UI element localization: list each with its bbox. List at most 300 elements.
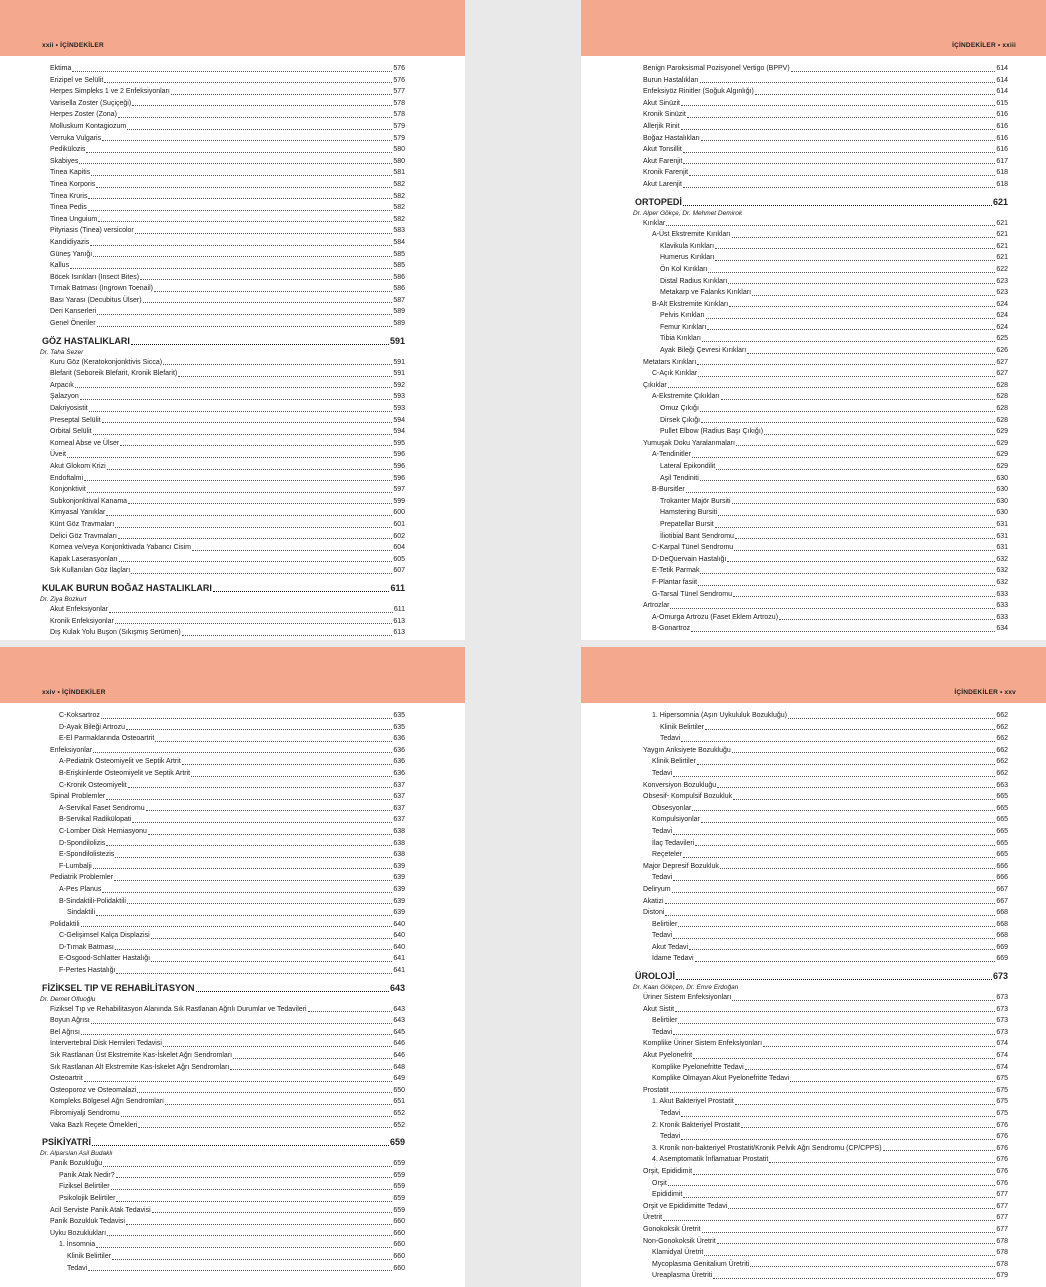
toc-entry[interactable] <box>42 1073 405 1085</box>
toc-entry[interactable] <box>635 426 1008 438</box>
toc-entry[interactable] <box>635 357 1008 369</box>
dot-leader <box>732 503 996 504</box>
page-number: 635 <box>393 712 405 719</box>
page-number: 591 <box>393 358 405 366</box>
page-number: 633 <box>996 613 1008 621</box>
dot-leader <box>127 903 392 904</box>
entry-title: Endoftalmi <box>50 474 84 482</box>
toc-entry[interactable] <box>42 283 405 295</box>
toc-entry[interactable] <box>42 733 405 745</box>
toc-entry[interactable] <box>42 380 405 392</box>
toc-entry[interactable] <box>635 884 1008 896</box>
entry-title: Hamstering Bursiti <box>660 509 718 517</box>
toc-entry[interactable] <box>635 930 1008 942</box>
dot-leader <box>132 105 392 106</box>
toc-entry[interactable] <box>42 225 405 237</box>
dot-leader <box>93 256 392 257</box>
page-number: 643 <box>393 1005 405 1013</box>
entry-title: Benign Paroksismal Pozisyonel Vertigo (BPPV) <box>643 65 790 72</box>
toc-entry[interactable] <box>635 1120 1008 1132</box>
toc-entry[interactable] <box>635 768 1008 780</box>
toc-entry[interactable] <box>42 768 405 780</box>
toc-entry[interactable] <box>42 237 405 249</box>
toc-entry[interactable] <box>42 531 405 543</box>
toc-entry[interactable] <box>42 872 405 884</box>
toc-entry[interactable] <box>635 1236 1008 1248</box>
toc-entry[interactable] <box>42 214 405 226</box>
toc-entry[interactable] <box>42 814 405 826</box>
toc-entry[interactable] <box>635 1189 1008 1201</box>
page-number: 665 <box>996 827 1008 835</box>
entry-title: 1. Hipersomnia (Aşırı Uykululuk Bozukluğu) <box>652 712 787 719</box>
toc-entry[interactable] <box>42 306 405 318</box>
toc-entry[interactable] <box>42 295 405 307</box>
entry-title: B-Erişkinlerde Osteomiyelit ve Septik Artrit <box>59 769 191 777</box>
dot-leader <box>135 233 393 234</box>
toc-entry[interactable] <box>635 849 1008 861</box>
toc-entry[interactable] <box>635 1096 1008 1108</box>
toc-entry[interactable] <box>635 1143 1008 1155</box>
entry-title: Dakriyosistit <box>50 405 88 413</box>
dot-leader <box>717 1243 996 1244</box>
toc-entry[interactable] <box>42 415 405 427</box>
toc-entry[interactable] <box>635 345 1008 357</box>
toc-entry[interactable] <box>42 1038 405 1050</box>
toc-entry[interactable] <box>635 368 1008 380</box>
toc-entry[interactable] <box>635 1224 1008 1236</box>
dot-leader <box>154 291 392 292</box>
toc-entry[interactable] <box>635 992 1008 1004</box>
page-number: 600 <box>393 509 405 517</box>
toc-entry[interactable] <box>635 403 1008 415</box>
toc-entry[interactable] <box>42 942 405 954</box>
toc-entry[interactable] <box>42 1085 405 1097</box>
toc-entry[interactable] <box>635 531 1008 543</box>
toc-entry[interactable] <box>42 519 405 531</box>
toc-entry[interactable] <box>635 179 1008 191</box>
toc-entry[interactable] <box>635 1270 1008 1282</box>
dot-leader <box>729 306 995 307</box>
toc-entry[interactable] <box>635 252 1008 264</box>
dot-leader <box>120 445 392 446</box>
chapter-heading[interactable] <box>635 195 1008 209</box>
page-number: 636 <box>393 746 405 754</box>
toc-entry[interactable] <box>635 1073 1008 1085</box>
toc-entry[interactable] <box>42 627 405 639</box>
toc-entry[interactable] <box>635 380 1008 392</box>
page-number: 640 <box>393 920 405 928</box>
toc-entry[interactable] <box>635 86 1008 98</box>
toc-entry[interactable] <box>42 1015 405 1027</box>
toc-entry[interactable] <box>42 368 405 380</box>
page-number: 660 <box>393 1241 405 1249</box>
page-number: 635 <box>393 723 405 731</box>
dot-leader <box>148 834 392 835</box>
page-number: 582 <box>393 215 405 223</box>
toc-entry[interactable] <box>635 287 1008 299</box>
toc-entry[interactable] <box>635 264 1008 276</box>
toc-entry[interactable] <box>42 1251 405 1263</box>
toc-entry[interactable] <box>635 577 1008 589</box>
toc-entry[interactable] <box>42 791 405 803</box>
dot-leader <box>102 422 393 423</box>
page-number: 637 <box>393 781 405 789</box>
toc-entry[interactable] <box>42 63 405 75</box>
toc-entry[interactable] <box>42 1170 405 1182</box>
page-number: 630 <box>996 486 1008 494</box>
toc-entry[interactable] <box>635 756 1008 768</box>
toc-entry[interactable] <box>635 121 1008 133</box>
chapter-heading[interactable] <box>42 981 405 995</box>
entry-title: Major Depresif Bozukluk <box>643 862 719 870</box>
toc-entry[interactable] <box>42 1158 405 1170</box>
page-number: 639 <box>393 909 405 917</box>
toc-entry[interactable] <box>635 814 1008 826</box>
page-number: 581 <box>393 169 405 177</box>
toc-entry[interactable] <box>42 710 405 722</box>
entry-title: F-Lumbalji <box>59 862 92 870</box>
page-number: 674 <box>996 1040 1008 1048</box>
page-number: 659 <box>393 1171 405 1179</box>
entry-title: Prepatellar Bursit <box>660 520 714 528</box>
toc-entry[interactable] <box>42 780 405 792</box>
page-number: 652 <box>393 1110 405 1117</box>
toc-entry[interactable] <box>635 1015 1008 1027</box>
entry-title: E-Tetik Parmak <box>652 567 700 575</box>
entry-title: Fiziksel Belirtiler <box>59 1183 110 1191</box>
toc-entry[interactable] <box>42 144 405 156</box>
toc-entry[interactable] <box>635 838 1008 850</box>
toc-entry[interactable] <box>42 896 405 908</box>
toc-entry[interactable] <box>42 1216 405 1228</box>
entry-title: Distoni <box>643 909 665 917</box>
toc-entry[interactable] <box>42 249 405 261</box>
toc-entry[interactable] <box>635 63 1008 75</box>
toc-entry[interactable] <box>42 542 405 554</box>
toc-entry[interactable] <box>42 616 405 628</box>
toc-entry[interactable] <box>42 496 405 508</box>
chapter-author: Dr. Taha Sezer <box>40 348 84 356</box>
toc-entry[interactable] <box>42 604 405 616</box>
dot-leader <box>132 822 392 823</box>
toc-entry[interactable] <box>635 218 1008 230</box>
entry-title: D-Spondilolizis <box>59 839 106 847</box>
page-number: 595 <box>393 439 405 447</box>
page-number: 675 <box>996 1110 1008 1117</box>
page-number: 641 <box>393 955 405 963</box>
toc-entry[interactable] <box>42 554 405 566</box>
dot-leader <box>666 225 995 226</box>
page-number: 586 <box>393 273 405 281</box>
page-number: 589 <box>393 308 405 316</box>
toc-entry[interactable] <box>42 202 405 214</box>
toc-entry[interactable] <box>42 86 405 98</box>
toc-entry[interactable] <box>42 1096 405 1108</box>
toc-entry[interactable] <box>635 299 1008 311</box>
page-number: 589 <box>393 320 405 328</box>
toc-entry[interactable] <box>42 1120 405 1132</box>
toc-entry[interactable] <box>42 884 405 896</box>
toc-entry[interactable] <box>635 780 1008 792</box>
page-number: 667 <box>996 897 1008 905</box>
toc-entry[interactable] <box>635 1062 1008 1074</box>
toc-entry[interactable] <box>635 75 1008 87</box>
chapter-heading[interactable] <box>42 1135 405 1149</box>
dot-leader <box>230 1069 392 1070</box>
chapter-author: Dr. Alper Gökçe, Dr. Mehmet Demirok <box>633 209 743 217</box>
toc-entry[interactable] <box>635 803 1008 815</box>
entry-title: Bası Yarası (Decubitus Ülser) <box>50 296 142 304</box>
toc-entry[interactable] <box>42 167 405 179</box>
toc-entry[interactable] <box>42 318 405 330</box>
toc-entry[interactable] <box>42 1263 405 1275</box>
dot-leader <box>97 326 393 327</box>
toc-entry[interactable] <box>42 75 405 87</box>
toc-entry[interactable] <box>42 1239 405 1251</box>
dot-leader <box>735 1104 996 1105</box>
toc-list <box>0 710 465 1274</box>
toc-entry[interactable] <box>42 803 405 815</box>
toc-entry[interactable] <box>635 276 1008 288</box>
page-number: 660 <box>393 1264 405 1272</box>
toc-entry[interactable] <box>42 133 405 145</box>
toc-entry[interactable] <box>42 919 405 931</box>
entry-title: Kompulsiyonlar <box>652 816 700 824</box>
toc-entry[interactable] <box>635 1178 1008 1190</box>
toc-entry[interactable] <box>635 519 1008 531</box>
dot-leader <box>92 1145 389 1146</box>
toc-entry[interactable] <box>635 589 1008 601</box>
entry-title: B-Servikal Radikülopati <box>59 816 132 824</box>
toc-entry[interactable] <box>635 156 1008 168</box>
toc-entry[interactable] <box>635 1108 1008 1120</box>
toc-entry[interactable] <box>42 156 405 168</box>
toc-entry[interactable] <box>42 756 405 768</box>
toc-entry[interactable] <box>635 1247 1008 1259</box>
entry-title: D-Ayak Bileği Artrozu <box>59 723 126 731</box>
entry-title: Tinea Pedis <box>50 204 87 212</box>
toc-entry[interactable] <box>42 426 405 438</box>
toc-entry[interactable] <box>635 861 1008 873</box>
toc-entry[interactable] <box>635 826 1008 838</box>
entry-title: Akut Glokom Krizi <box>50 463 106 470</box>
toc-entry[interactable] <box>42 449 405 461</box>
toc-entry[interactable] <box>635 484 1008 496</box>
entry-title: Verruka Vulgaris <box>50 134 102 142</box>
toc-entry[interactable] <box>635 1154 1008 1166</box>
dot-leader <box>86 152 392 153</box>
chapter-heading[interactable] <box>635 969 1008 983</box>
toc-entry[interactable] <box>42 849 405 861</box>
dot-leader <box>734 550 995 551</box>
page-number: 632 <box>996 578 1008 586</box>
toc-entry[interactable] <box>635 953 1008 965</box>
page-number: 638 <box>393 827 405 835</box>
entry-title: Psikolojik Belirtiler <box>59 1194 116 1202</box>
toc-entry[interactable] <box>635 896 1008 908</box>
toc-entry[interactable] <box>635 144 1008 156</box>
toc-entry[interactable] <box>635 461 1008 473</box>
toc-entry[interactable] <box>635 133 1008 145</box>
toc-entry[interactable] <box>635 1038 1008 1050</box>
toc-entry[interactable] <box>42 98 405 110</box>
page-number: 665 <box>996 851 1008 859</box>
toc-entry[interactable] <box>635 942 1008 954</box>
toc-entry[interactable] <box>42 391 405 403</box>
toc-entry[interactable] <box>42 745 405 757</box>
dot-leader <box>106 799 392 800</box>
page-number: 596 <box>393 463 405 470</box>
toc-entry[interactable] <box>635 449 1008 461</box>
toc-entry[interactable] <box>42 1193 405 1205</box>
toc-entry[interactable] <box>42 1062 405 1074</box>
toc-entry[interactable] <box>635 710 1008 722</box>
dot-leader <box>702 1232 996 1233</box>
toc-entry[interactable] <box>635 733 1008 745</box>
page-number: 629 <box>996 428 1008 436</box>
toc-entry[interactable] <box>635 496 1008 508</box>
toc-entry[interactable] <box>635 1166 1008 1178</box>
toc-entry[interactable] <box>635 1085 1008 1097</box>
toc-entry[interactable] <box>42 907 405 919</box>
toc-entry[interactable] <box>635 473 1008 485</box>
toc-entry[interactable] <box>635 791 1008 803</box>
dot-leader <box>182 635 393 636</box>
toc-entry[interactable] <box>42 930 405 942</box>
toc-entry[interactable] <box>42 179 405 191</box>
entry-title: Enfeksiyonlar <box>50 746 93 754</box>
toc-entry[interactable] <box>42 1004 405 1016</box>
entry-title: Tırnak Batması (Ingrown Toenail) <box>50 285 153 293</box>
toc-entry[interactable] <box>635 1004 1008 1016</box>
page-number: 652 <box>393 1121 405 1129</box>
entry-title: Pediatrik Problemler <box>50 874 114 882</box>
toc-entry[interactable] <box>635 565 1008 577</box>
toc-entry[interactable] <box>635 333 1008 345</box>
toc-entry[interactable] <box>42 565 405 577</box>
page-number: 614 <box>996 65 1008 72</box>
toc-entry[interactable] <box>42 722 405 734</box>
toc-entry[interactable] <box>42 191 405 203</box>
toc-entry[interactable] <box>635 507 1008 519</box>
toc-entry[interactable] <box>42 965 405 977</box>
page-number: 648 <box>393 1063 405 1071</box>
toc-entry[interactable] <box>635 322 1008 334</box>
toc-entry[interactable] <box>635 1259 1008 1271</box>
chapter-heading[interactable] <box>42 581 405 595</box>
entry-title: Lateral Epikondilit <box>660 463 716 470</box>
toc-entry[interactable] <box>635 415 1008 427</box>
page-number: 623 <box>996 289 1008 297</box>
toc-entry[interactable] <box>635 745 1008 757</box>
toc-entry[interactable] <box>635 1050 1008 1062</box>
toc-entry[interactable] <box>635 391 1008 403</box>
toc-entry[interactable] <box>42 1050 405 1062</box>
toc-entry[interactable] <box>635 1131 1008 1143</box>
toc-entry[interactable] <box>635 1201 1008 1213</box>
toc-entry[interactable] <box>42 403 405 415</box>
toc-entry[interactable] <box>42 461 405 473</box>
toc-entry[interactable] <box>42 272 405 284</box>
dot-leader <box>121 1116 393 1117</box>
entry-title: Tedavi <box>652 1028 673 1036</box>
dot-leader <box>689 175 995 176</box>
toc-entry[interactable] <box>42 507 405 519</box>
page-number: 586 <box>393 285 405 293</box>
dot-leader <box>115 623 393 624</box>
toc-entry[interactable] <box>635 438 1008 450</box>
toc-entry[interactable] <box>42 1108 405 1120</box>
toc-entry[interactable] <box>42 861 405 873</box>
toc-entry[interactable] <box>635 98 1008 110</box>
toc-entry[interactable] <box>42 484 405 496</box>
dot-leader <box>683 857 995 858</box>
dot-leader <box>673 1034 995 1035</box>
toc-entry[interactable] <box>42 121 405 133</box>
toc-entry[interactable] <box>42 473 405 485</box>
toc-entry[interactable] <box>635 1027 1008 1039</box>
toc-entry[interactable] <box>635 1212 1008 1224</box>
toc-entry[interactable] <box>42 260 405 272</box>
toc-entry[interactable] <box>635 872 1008 884</box>
toc-entry[interactable] <box>42 109 405 121</box>
dot-leader <box>196 991 389 992</box>
dot-leader <box>106 845 392 846</box>
toc-entry[interactable] <box>42 838 405 850</box>
toc-entry[interactable] <box>635 241 1008 253</box>
toc-entry[interactable] <box>42 953 405 965</box>
toc-entry[interactable] <box>635 554 1008 566</box>
page-number: 662 <box>996 735 1008 743</box>
page-number: 628 <box>996 405 1008 413</box>
toc-entry[interactable] <box>42 1027 405 1039</box>
entry-title: Konversiyon Bozukluğu <box>643 781 717 789</box>
dot-leader <box>128 787 393 788</box>
toc-entry[interactable] <box>42 438 405 450</box>
toc-entry[interactable] <box>635 310 1008 322</box>
toc-entry[interactable] <box>42 826 405 838</box>
toc-entry[interactable] <box>635 600 1008 612</box>
dot-leader <box>678 926 995 927</box>
dot-leader <box>70 268 392 269</box>
toc-entry[interactable] <box>635 907 1008 919</box>
page-number: 587 <box>393 296 405 304</box>
toc-entry[interactable] <box>635 612 1008 624</box>
toc-entry[interactable] <box>42 1205 405 1217</box>
dot-leader <box>735 538 995 539</box>
dot-leader <box>151 938 393 939</box>
toc-entry[interactable] <box>42 1228 405 1240</box>
dot-leader <box>102 140 392 141</box>
page-number: 673 <box>992 971 1008 982</box>
dot-leader <box>93 434 393 435</box>
toc-entry[interactable] <box>635 919 1008 931</box>
toc-entry[interactable] <box>635 167 1008 179</box>
dot-leader <box>741 1127 995 1128</box>
toc-entry[interactable] <box>635 722 1008 734</box>
entry-title: E-Osgood-Schlatter Hastalığı <box>59 955 151 963</box>
entry-title: 4. Asemptomatik İnflamatuar Prostatit <box>652 1156 769 1164</box>
toc-entry[interactable] <box>635 623 1008 635</box>
page-number: 630 <box>996 497 1008 505</box>
toc-entry[interactable] <box>42 357 405 369</box>
toc-entry[interactable] <box>635 229 1008 241</box>
entry-title: Kimyasal Yanıklar <box>50 509 106 517</box>
toc-entry[interactable] <box>635 109 1008 121</box>
toc-entry[interactable] <box>42 1181 405 1193</box>
toc-entry[interactable] <box>635 542 1008 554</box>
chapter-heading[interactable] <box>42 334 405 348</box>
